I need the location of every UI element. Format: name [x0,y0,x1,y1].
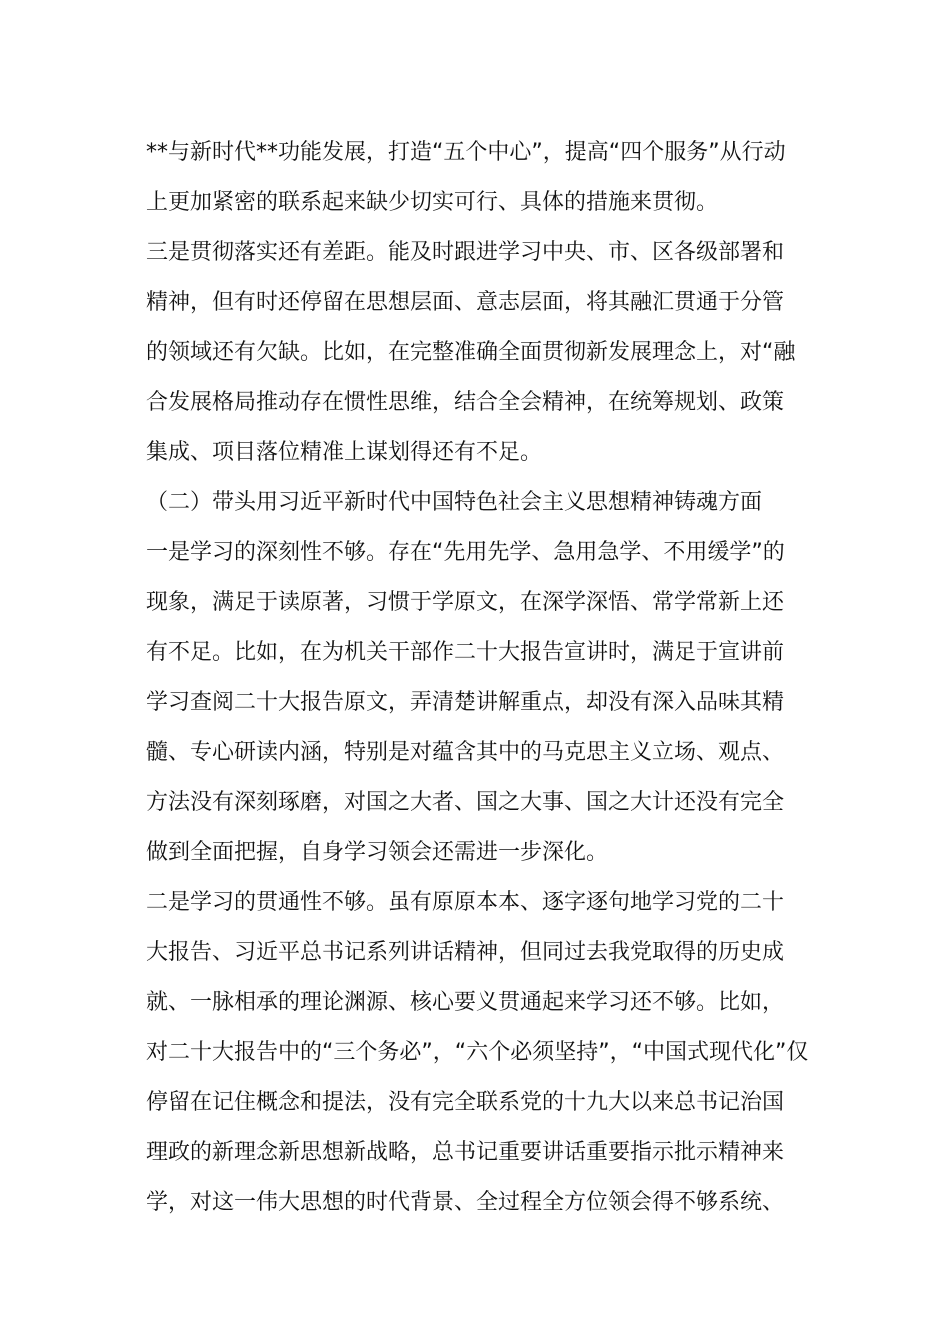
text-line: 大报告、习近平总书记系列讲话精神，但同过去我党取得的历史成 [146,940,785,965]
text-line: 学，对这一伟大思想的时代背景、全过程全方位领会得不够系统、 [146,1190,785,1215]
text-line: 上更加紧密的联系起来缺少切实可行、具体的措施来贯彻。 [146,190,719,215]
text-line: 精神，但有时还停留在思想层面、意志层面，将其融汇贯通于分管 [146,290,785,315]
text-line: 对二十大报告中的“三个务必”，“六个必须坚持”，“中国式现代化”仅 [146,1040,809,1065]
text-line: 的领域还有欠缺。比如，在完整准确全面贯彻新发展理念上，对“融 [146,340,796,365]
text-line: 理政的新理念新思想新战略，总书记重要讲话重要指示批示精神来 [146,1140,785,1165]
text-line: 三是贯彻落实还有差距。能及时跟进学习中央、市、区各级部署和 [146,240,785,265]
text-line: 集成、项目落位精准上谋划得还有不足。 [146,440,543,465]
text-line: **与新时代**功能发展，打造“五个中心”，提高“四个服务”从行动 [146,140,786,165]
text-line: 合发展格局推动存在惯性思维，结合全会精神，在统筹规划、政策 [146,390,785,415]
text-line: 一是学习的深刻性不够。存在“先用先学、急用急学、不用缓学”的 [146,540,785,565]
text-line: 就、一脉相承的理论渊源、核心要义贯通起来学习还不够。比如， [146,990,785,1015]
document-body [146,128,816,1228]
text-line: 学习查阅二十大报告原文，弄清楚讲解重点，却没有深入品味其精 [146,690,785,715]
text-line: 二是学习的贯通性不够。虽有原原本本、逐字逐句地学习党的二十 [146,890,785,915]
text-line: 做到全面把握，自身学习领会还需进一步深化。 [146,840,609,865]
section-heading: （二）带头用习近平新时代中国特色社会主义思想精神铸魂方面 [146,490,763,515]
text-line: 髓、专心研读内涵，特别是对蕴含其中的马克思主义立场、观点、 [146,740,785,765]
text-line: 现象，满足于读原著，习惯于学原文，在深学深悟、常学常新上还 [146,590,785,615]
text-line: 有不足。比如，在为机关干部作二十大报告宣讲时，满足于宣讲前 [146,640,785,665]
text-line: 方法没有深刻琢磨，对国之大者、国之大事、国之大计还没有完全 [146,790,785,815]
text-line: 停留在记住概念和提法，没有完全联系党的十九大以来总书记治国 [146,1090,785,1115]
